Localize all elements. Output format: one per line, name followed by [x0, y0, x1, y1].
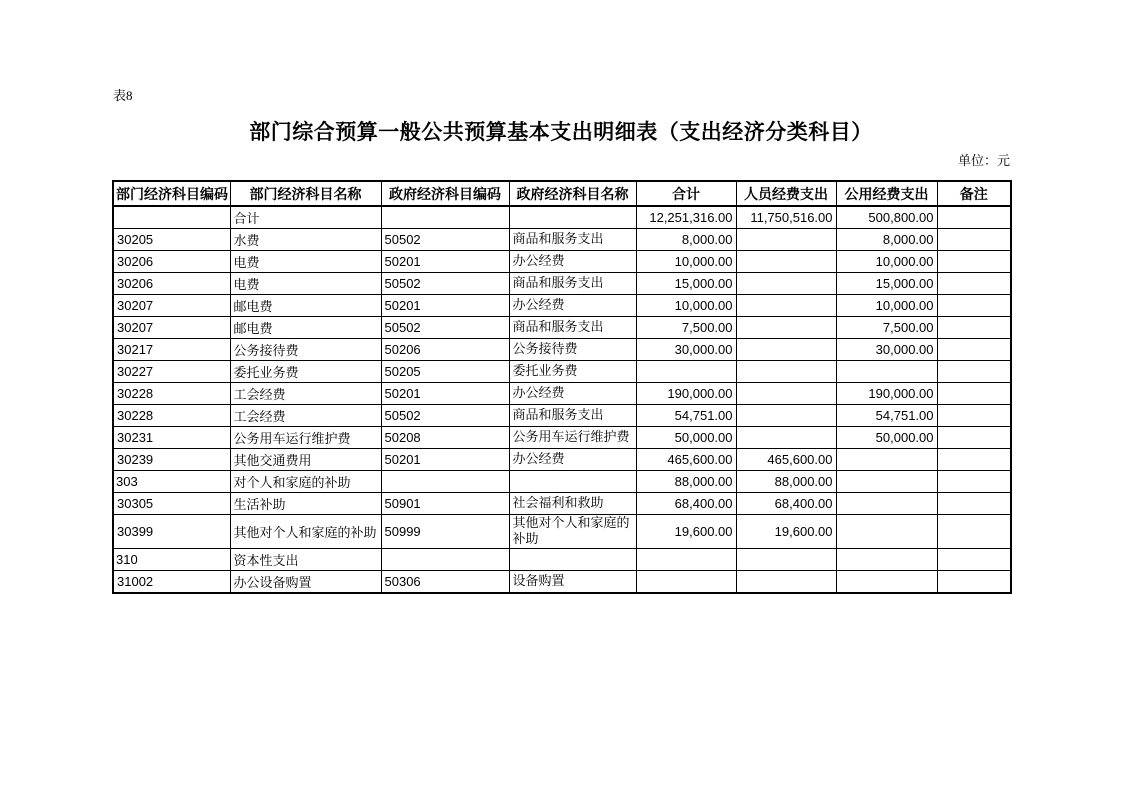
cell-total: 88,000.00	[636, 471, 736, 493]
cell-gov-name	[509, 471, 636, 493]
table-row	[113, 427, 1011, 449]
cell-dept-code: 30207	[113, 295, 230, 317]
table-row	[113, 548, 1011, 570]
cell-public: 50,000.00	[836, 427, 937, 449]
cell-remark	[937, 361, 1011, 383]
cell-remark	[937, 339, 1011, 361]
cell-dept-name: 公务用车运行维护费	[230, 427, 381, 449]
cell-gov-name: 办公经费	[509, 295, 636, 317]
cell-personnel	[736, 229, 836, 251]
cell-dept-name: 水费	[230, 229, 381, 251]
cell-remark	[937, 295, 1011, 317]
cell-gov-code: 50208	[381, 427, 509, 449]
cell-dept-code: 30205	[113, 229, 230, 251]
cell-remark	[937, 515, 1011, 549]
cell-dept-code: 30399	[113, 515, 230, 549]
cell-gov-name: 办公经费	[509, 383, 636, 405]
cell-gov-code: 50201	[381, 449, 509, 471]
cell-remark	[937, 570, 1011, 593]
cell-total: 68,400.00	[636, 493, 736, 515]
cell-public	[836, 449, 937, 471]
cell-total	[636, 570, 736, 593]
column-header-public: 公用经费支出	[836, 181, 937, 206]
cell-public: 500,800.00	[836, 206, 937, 229]
cell-total: 50,000.00	[636, 427, 736, 449]
cell-dept-code: 30231	[113, 427, 230, 449]
cell-personnel	[736, 273, 836, 295]
cell-gov-name: 办公经费	[509, 251, 636, 273]
cell-personnel	[736, 295, 836, 317]
table-row	[113, 471, 1011, 493]
cell-total: 54,751.00	[636, 405, 736, 427]
table-row	[113, 273, 1011, 295]
cell-gov-code	[381, 206, 509, 229]
table-row	[113, 361, 1011, 383]
cell-personnel	[736, 361, 836, 383]
cell-public: 10,000.00	[836, 295, 937, 317]
cell-remark	[937, 548, 1011, 570]
cell-gov-name: 其他对个人和家庭的补助	[509, 515, 636, 549]
cell-personnel: 88,000.00	[736, 471, 836, 493]
table-row	[113, 405, 1011, 427]
cell-dept-name: 邮电费	[230, 295, 381, 317]
cell-dept-name: 工会经费	[230, 383, 381, 405]
cell-total: 15,000.00	[636, 273, 736, 295]
cell-gov-name: 商品和服务支出	[509, 273, 636, 295]
cell-dept-code: 310	[113, 548, 230, 570]
cell-gov-code	[381, 471, 509, 493]
cell-personnel	[736, 548, 836, 570]
cell-total: 12,251,316.00	[636, 206, 736, 229]
cell-dept-code: 30206	[113, 251, 230, 273]
cell-public: 15,000.00	[836, 273, 937, 295]
column-header-gov-name: 政府经济科目名称	[509, 181, 636, 206]
cell-remark	[937, 383, 1011, 405]
cell-gov-name: 社会福利和救助	[509, 493, 636, 515]
table-row	[113, 206, 1011, 229]
cell-public: 190,000.00	[836, 383, 937, 405]
column-header-personnel: 人员经费支出	[736, 181, 836, 206]
cell-public: 54,751.00	[836, 405, 937, 427]
cell-personnel: 68,400.00	[736, 493, 836, 515]
cell-dept-name: 公务接待费	[230, 339, 381, 361]
column-header-total: 合计	[636, 181, 736, 206]
cell-total: 465,600.00	[636, 449, 736, 471]
column-header-dept-code: 部门经济科目编码	[113, 181, 230, 206]
table-row	[113, 383, 1011, 405]
cell-dept-name: 工会经费	[230, 405, 381, 427]
cell-public	[836, 471, 937, 493]
cell-gov-code: 50206	[381, 339, 509, 361]
cell-dept-name: 电费	[230, 251, 381, 273]
cell-public	[836, 548, 937, 570]
cell-gov-code: 50201	[381, 383, 509, 405]
cell-gov-code: 50502	[381, 405, 509, 427]
cell-gov-name: 公务用车运行维护费	[509, 427, 636, 449]
column-header-dept-name: 部门经济科目名称	[230, 181, 381, 206]
cell-dept-code: 30228	[113, 405, 230, 427]
cell-gov-name	[509, 206, 636, 229]
cell-personnel	[736, 339, 836, 361]
cell-total	[636, 361, 736, 383]
cell-personnel: 465,600.00	[736, 449, 836, 471]
cell-dept-name: 其他交通费用	[230, 449, 381, 471]
cell-gov-code: 50901	[381, 493, 509, 515]
cell-public: 7,500.00	[836, 317, 937, 339]
cell-remark	[937, 449, 1011, 471]
table-row	[113, 339, 1011, 361]
cell-dept-name: 生活补助	[230, 493, 381, 515]
cell-dept-name: 办公设备购置	[230, 570, 381, 593]
cell-dept-code: 30206	[113, 273, 230, 295]
cell-public	[836, 570, 937, 593]
cell-gov-code: 50999	[381, 515, 509, 549]
column-header-remark: 备注	[937, 181, 1011, 206]
cell-total: 190,000.00	[636, 383, 736, 405]
table-row	[113, 493, 1011, 515]
cell-gov-code: 50502	[381, 317, 509, 339]
cell-personnel	[736, 251, 836, 273]
cell-public	[836, 361, 937, 383]
cell-remark	[937, 229, 1011, 251]
cell-remark	[937, 206, 1011, 229]
cell-gov-code: 50502	[381, 273, 509, 295]
cell-gov-code: 50306	[381, 570, 509, 593]
cell-gov-code	[381, 548, 509, 570]
cell-gov-name: 办公经费	[509, 449, 636, 471]
cell-total	[636, 548, 736, 570]
cell-public: 30,000.00	[836, 339, 937, 361]
cell-public	[836, 493, 937, 515]
cell-dept-name: 资本性支出	[230, 548, 381, 570]
cell-personnel	[736, 427, 836, 449]
cell-personnel	[736, 317, 836, 339]
cell-total: 30,000.00	[636, 339, 736, 361]
page-title: 部门综合预算一般公共预算基本支出明细表（支出经济分类科目）	[249, 120, 873, 144]
table-row	[113, 570, 1011, 593]
cell-gov-name: 商品和服务支出	[509, 405, 636, 427]
cell-gov-name	[509, 548, 636, 570]
cell-public: 8,000.00	[836, 229, 937, 251]
cell-personnel	[736, 383, 836, 405]
cell-dept-code	[113, 206, 230, 229]
cell-dept-name: 其他对个人和家庭的补助	[230, 515, 381, 549]
cell-dept-code: 303	[113, 471, 230, 493]
cell-remark	[937, 427, 1011, 449]
cell-remark	[937, 251, 1011, 273]
cell-dept-code: 30227	[113, 361, 230, 383]
cell-gov-name: 委托业务费	[509, 361, 636, 383]
cell-public	[836, 515, 937, 549]
cell-gov-name: 商品和服务支出	[509, 317, 636, 339]
cell-remark	[937, 405, 1011, 427]
cell-personnel: 19,600.00	[736, 515, 836, 549]
budget-detail-table	[112, 180, 1012, 594]
table-row	[113, 251, 1011, 273]
cell-gov-name: 商品和服务支出	[509, 229, 636, 251]
cell-remark	[937, 273, 1011, 295]
cell-remark	[937, 317, 1011, 339]
cell-public: 10,000.00	[836, 251, 937, 273]
table-row	[113, 295, 1011, 317]
cell-gov-name: 公务接待费	[509, 339, 636, 361]
cell-total: 10,000.00	[636, 295, 736, 317]
table-row	[113, 449, 1011, 471]
cell-total: 10,000.00	[636, 251, 736, 273]
column-header-gov-code: 政府经济科目编码	[381, 181, 509, 206]
cell-personnel	[736, 570, 836, 593]
unit-label: 单位：元	[957, 153, 1010, 168]
cell-dept-code: 31002	[113, 570, 230, 593]
cell-gov-name: 设备购置	[509, 570, 636, 593]
table-row	[113, 229, 1011, 251]
cell-personnel: 11,750,516.00	[736, 206, 836, 229]
cell-dept-code: 30305	[113, 493, 230, 515]
cell-dept-name: 对个人和家庭的补助	[230, 471, 381, 493]
cell-gov-code: 50205	[381, 361, 509, 383]
cell-total: 7,500.00	[636, 317, 736, 339]
cell-dept-name: 电费	[230, 273, 381, 295]
cell-gov-code: 50201	[381, 251, 509, 273]
cell-personnel	[736, 405, 836, 427]
table-header-row	[113, 181, 1011, 206]
cell-remark	[937, 493, 1011, 515]
cell-remark	[937, 471, 1011, 493]
cell-dept-code: 30207	[113, 317, 230, 339]
cell-gov-code: 50201	[381, 295, 509, 317]
cell-dept-code: 30217	[113, 339, 230, 361]
table-row	[113, 515, 1011, 549]
cell-total: 19,600.00	[636, 515, 736, 549]
table-number-label: 表8	[113, 88, 133, 103]
table-row	[113, 317, 1011, 339]
cell-gov-code: 50502	[381, 229, 509, 251]
cell-dept-name: 委托业务费	[230, 361, 381, 383]
cell-total: 8,000.00	[636, 229, 736, 251]
cell-dept-name: 邮电费	[230, 317, 381, 339]
cell-dept-code: 30239	[113, 449, 230, 471]
cell-dept-name: 合计	[230, 206, 381, 229]
cell-dept-code: 30228	[113, 383, 230, 405]
